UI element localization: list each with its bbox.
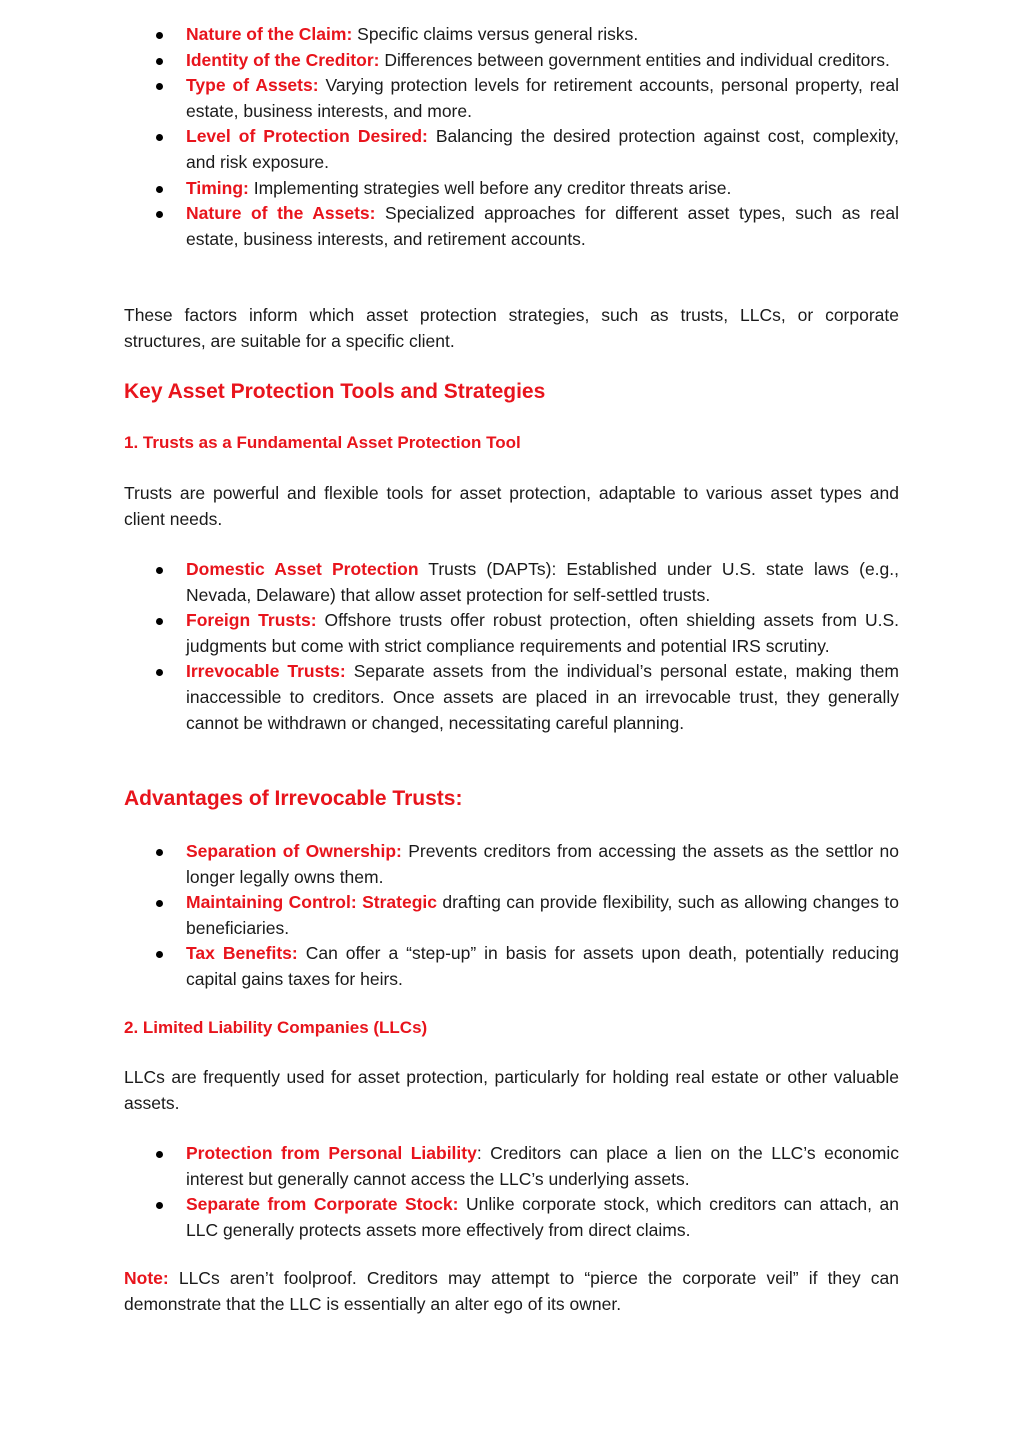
- list-item: Separate from Corporate Stock: Unlike corporate stock, which creditors can attach, an LLC generally protects assets more effectively from direct claims.: [124, 1192, 899, 1243]
- list-item: Separation of Ownership: Prevents creditors from accessing the assets as the settlor no longer legally owns them.: [124, 839, 899, 890]
- list-item: Protection from Personal Liability: Creditors can place a lien on the LLC’s economic interest but generally cannot access the LLC’s underlying assets.: [124, 1141, 899, 1192]
- advantages-list: [124, 839, 899, 993]
- list-item: Domestic Asset Protection Trusts (DAPTs): Established under U.S. state laws (e.g., Nevada, Delaware) that allow asset protection for self-settled trusts.: [124, 557, 899, 608]
- list-item: Timing: Implementing strategies well before any creditor threats arise.: [124, 176, 899, 202]
- list-item: Type of Assets: Varying protection levels for retirement accounts, personal property, real estate, business interests, and more.: [124, 73, 899, 124]
- list-item: Identity of the Creditor: Differences between government entities and individual creditors.: [124, 48, 899, 74]
- factors-paragraph: These factors inform which asset protection strategies, such as trusts, LLCs, or corporate structures, are suitable for a specific client.: [124, 305, 899, 351]
- list-item: Nature of the Claim: Specific claims versus general risks.: [124, 22, 899, 48]
- bullet-icon: [156, 186, 163, 193]
- bullet-icon: [156, 1202, 163, 1209]
- subheading-trusts: 1. Trusts as a Fundamental Asset Protection Tool: [124, 433, 521, 452]
- list-item: Irrevocable Trusts: Separate assets from the individual’s personal estate, making them inaccessible to creditors. Once assets are placed in an irrevocable trust, they generally cannot be withdrawn or changed, necessitating careful planning.: [124, 659, 899, 736]
- bullet-icon: [156, 618, 163, 625]
- llc-list: [124, 1141, 899, 1243]
- note-text: LLCs aren’t foolproof. Creditors may attempt to “pierce the corporate veil” if they can demonstrate that the LLC is essentially an alter ego of its owner.: [124, 1268, 899, 1314]
- subheading-llcs: 2. Limited Liability Companies (LLCs): [124, 1018, 428, 1037]
- bullet-icon: [156, 849, 163, 856]
- bullet-icon: [156, 567, 163, 574]
- list-item: Level of Protection Desired: Balancing the desired protection against cost, complexity, and risk exposure.: [124, 124, 899, 175]
- llc-paragraph: LLCs are frequently used for asset protection, particularly for holding real estate or other valuable assets.: [124, 1067, 899, 1113]
- note-paragraph: [124, 1266, 899, 1317]
- bullet-icon: [156, 211, 163, 218]
- bullet-icon: [156, 1151, 163, 1158]
- bullet-icon: [156, 951, 163, 958]
- bullet-icon: [156, 134, 163, 141]
- bullet-icon: [156, 32, 163, 39]
- note-label: Note:: [124, 1268, 169, 1288]
- list-item: Foreign Trusts: Offshore trusts offer robust protection, often shielding assets from U.S. judgments but come with strict compliance requirements and potential IRS scrutiny.: [124, 608, 899, 659]
- section-heading-advantages: Advantages of Irrevocable Trusts:: [124, 787, 463, 810]
- list-item: Maintaining Control: Strategic drafting can provide flexibility, such as allowing changes to beneficiaries.: [124, 890, 899, 941]
- bullet-icon: [156, 58, 163, 65]
- list-item: Tax Benefits: Can offer a “step-up” in basis for assets upon death, potentially reducing capital gains taxes for heirs.: [124, 941, 899, 992]
- bullet-icon: [156, 83, 163, 90]
- trusts-list: [124, 557, 899, 736]
- section-heading-key-tools: Key Asset Protection Tools and Strategies: [124, 380, 546, 403]
- bullet-icon: [156, 669, 163, 676]
- list-item: Nature of the Assets: Specialized approaches for different asset types, such as real estate, business interests, and retirement accounts.: [124, 201, 899, 252]
- bullet-icon: [156, 900, 163, 907]
- trusts-paragraph: Trusts are powerful and flexible tools for asset protection, adaptable to various asset types and client needs.: [124, 483, 899, 529]
- factors-list: [124, 22, 899, 252]
